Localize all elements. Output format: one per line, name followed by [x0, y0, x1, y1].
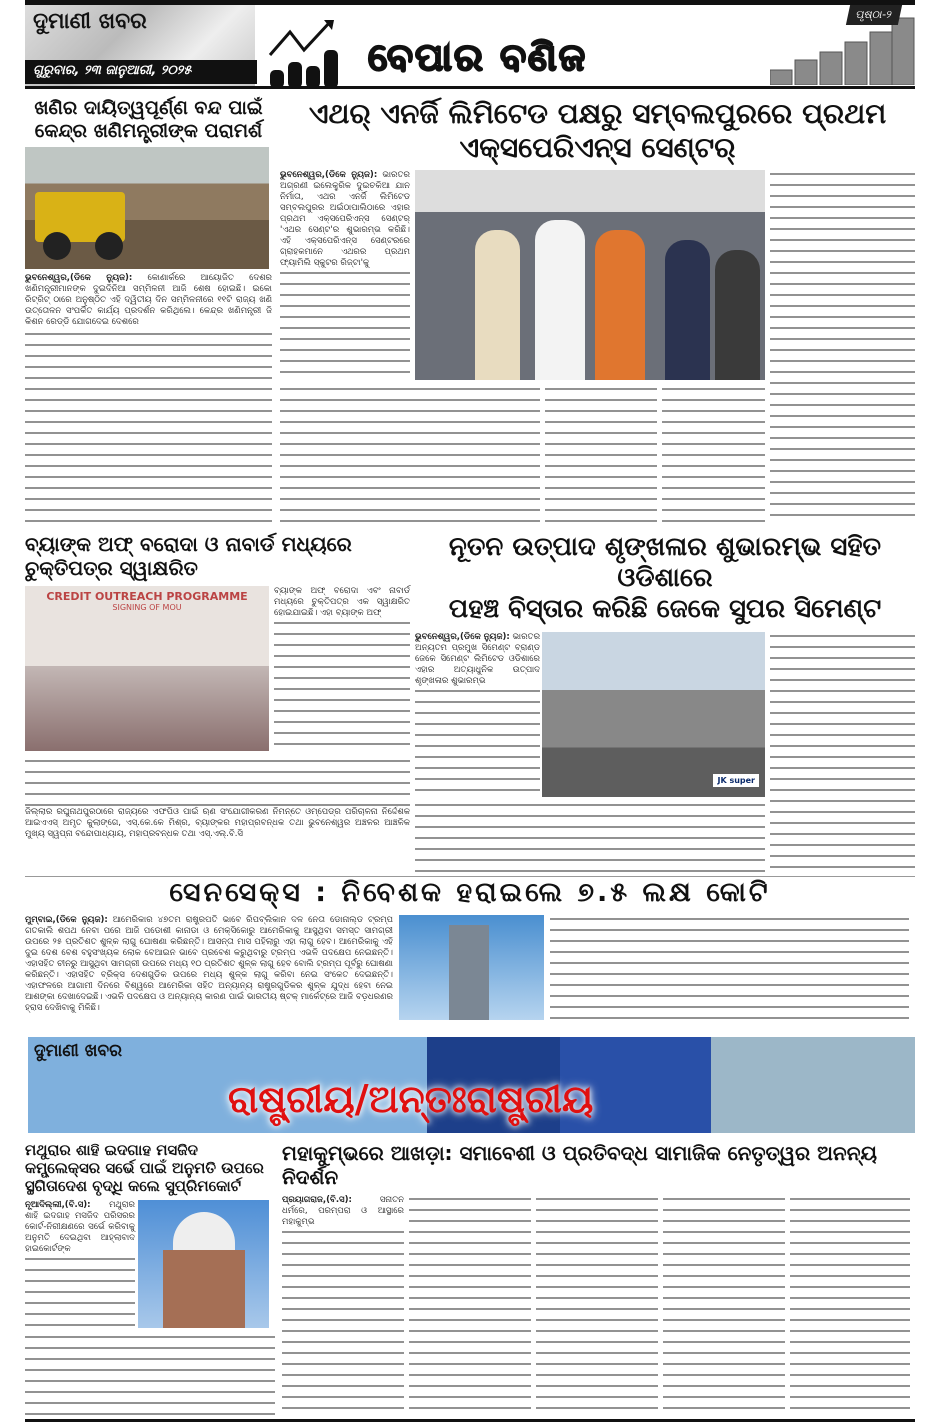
row-second-stories [25, 522, 915, 872]
kumbh-columns [282, 1195, 915, 1415]
mining-article [25, 97, 272, 522]
article-text: କୋଣାର୍କରେ ଆୟୋଜିତ ଦେଶର ଖଣିମନ୍ତ୍ରୀମାନଙ୍କ ଦୁଇଦିନିଆ ସମ୍ମିଳନୀ ଆଜି ଶେଷ ହୋଇଛି। ଇକୋ ରିଟ୍ରିଟ୍ ଠାରେ ଅନୁଷ୍ଠିତ ଏହି ଦ୍ୱିତୀୟ ଦିନ ସମ୍ମିଳନୀରେ ୧୧ଟି ରାଜ୍ୟ ଖଣି ଉତ୍ତୋଳନ ସଂପର୍କିତ କାର୍ଯ୍ୟ ପ୍ରଦର୍ଶନ କରିଥିଲେ। କେନ୍ଦ୍ର ଖଣିମନ୍ତ୍ରୀ ଜି କିଶନ ରେଡ୍ଡି ଯୋଗଦେଇ ଦେଶରେ [25, 272, 272, 327]
dateline: ନୂଆଦିଲ୍ଲୀ,(ବି.ସ): [25, 1200, 91, 1210]
kumbh-headline: ମହାକୁମ୍ଭରେ ଆଖଡ଼ା: ସମାବେଶୀ ଓ ପ୍ରତିବଦ୍ଧ ସାମାଜିକ ନେତୃତ୍ୱର ଅନନ୍ୟ ନିଦର୍ଶନ [282, 1141, 877, 1189]
text-continuation [274, 619, 410, 751]
jk-columns [415, 632, 915, 872]
kumbh-text-col [409, 1195, 531, 1415]
row-top-stories [25, 89, 915, 522]
kumbh-article [282, 1141, 915, 1415]
bob-article-body-2 [25, 757, 410, 872]
jk-main-columns [415, 632, 765, 872]
article-text: ଜିଲ୍ଲାର ରଘୁନାଥପୁରଠାରେ ରାଜ୍ୟରେ ଏଫପିଓ ପାଇଁ ଋଣ ସଂଯୋଗୀକରଣ ନିମନ୍ତେ ଓମ୍ପେଡ୍‌ର ପରିଚାଳନା ନିର୍ଦ୍ଦେଶକ ଆଇଏଏସ୍ ଅମୃତ କୁଲାଙ୍ଗେ, ଏସ୍.କେ.କେ ମିଶ୍ର, ବ୍ୟାଙ୍କର ମହାପ୍ରବନ୍ଧକ ତଥା ଭୁବନେଶ୍ୱର ଅଞ୍ଚଳର ଆଞ୍ଚଳିକ ମୁଖ୍ୟ ସ୍ୱପ୍ନା ବନ୍ଦୋପାଧ୍ୟାୟ, ମହାପ୍ରବନ୍ଧକ ତଥା ଏସ୍.ଏଲ୍.ବି.ସି [25, 807, 410, 839]
banner-title: ରାଷ୍ଟ୍ରୀୟ/ଅନ୍ତଃରାଷ୍ଟ୍ରୀୟ [228, 1077, 594, 1121]
ather-text-col [662, 385, 765, 522]
text-continuation [415, 687, 540, 797]
dateline: ଭୁବନେଶ୍ୱର,(ଡିକେ ନ୍ୟୁଜ): [25, 272, 133, 283]
mathura-headline: ମଥୁରାର ଶାହି ଇଦଗାହ ମସଜିଦ କମ୍ପ୍ଲେକ୍ସର ସର୍ଭେ ପାଇଁ ଅନୁମତି ଉପରେ ସ୍ଥଗିତାଦେଶ ବୃଦ୍ଧି କଲେ ସୁପ୍ରିମକୋର୍ଟ [25, 1141, 264, 1195]
bse-building-photo [399, 915, 544, 1020]
ather-text-col [770, 170, 915, 522]
ather-columns [280, 170, 915, 522]
ather-launch-photo [415, 170, 765, 380]
text-continuation [282, 1228, 404, 1415]
mathura-text-col [25, 1333, 275, 1415]
article-text: ବ୍ୟାଙ୍କ ଅଫ୍ ବରୋଦା ଏବଂ ନାବାର୍ଡ ମଧ୍ୟରେ ଚୁକ୍ତିପତ୍ର ଏକ ସ୍ୱାକ୍ଷରିତ ହୋଇଯାଇଛି। ଏହା ବ୍ୟାଙ୍କ ଅଫ୍ [274, 586, 410, 618]
page-header [25, 0, 915, 89]
mining-headline: ଖଣିର ଦାୟିତ୍ୱପୂର୍ଣ୍ଣ ବନ୍ଦ ପାଇଁ କେନ୍ଦ୍ର ଖଣିମନ୍ତ୍ରୀଙ୍କ ପରାମର୍ଶ [34, 97, 263, 142]
mathura-article-body [25, 1200, 135, 1328]
newspaper-page [25, 0, 915, 1422]
issue-date: ଗୁରୁବାର, ୨୩ ଜାନୁଆରୀ, ୨୦୨୫ [25, 60, 257, 84]
article-text: ସନାତନ ଧର୍ମରେ, ପରମ୍ପରା ଓ ଆସ୍ଥାରେ ମହାକୁମ୍ଭ [282, 1195, 404, 1227]
ather-text-col [545, 385, 657, 522]
ather-text-col [280, 385, 540, 522]
jk-headline-line1: ନୂତନ ଉତ୍ପାଦ ଶୃଙ୍ଖଳାର ଶୁଭାରମ୍ଭ ସହିତ ଓଡିଶାରେ [448, 532, 882, 594]
row-national-stories [25, 1133, 915, 1415]
mathura-article [25, 1141, 275, 1415]
masthead [25, 5, 255, 86]
article-text: ଭାରତର ଅନ୍ୟତମ ପ୍ରମୁଖ ସିମେଣ୍ଟ ବ୍ରାଣ୍ଡ ଜେକେ ସିମେଣ୍ଟ ଲିମିଟେଡ ଓଡିଶାରେ ଏହାର ଅତ୍ୟାଧୁନିକ ଉତ୍ପାଦ ଶୃଙ୍ଖଳାର ଶୁଭାରମ୍ଭ [415, 631, 541, 686]
photo-banner-sub: SIGNING OF MOU [112, 603, 182, 612]
sensex-headline: ସେନସେକ୍ସ : ନିବେଶକ ହରାଇଲେ ୭.୫ ଲକ୍ଷ କୋଟି [169, 877, 771, 908]
section-title: ବେପାର ବଣିଜ [368, 35, 587, 79]
ather-article-body [280, 170, 410, 380]
dateline: ଭୁବନେଶ୍ୱର,(ଡିକେ ନ୍ୟୁଜ): [415, 631, 510, 642]
bob-article-body [274, 586, 410, 751]
jk-text-col [770, 632, 915, 872]
kumbh-text-col [663, 1195, 785, 1415]
jk-launch-photo [542, 632, 765, 797]
sensex-article [25, 877, 915, 1031]
article-text: ମଥୁରାର ଶାହି ଇଦଗାହ ମସଜିଦ ପରିସରର କୋର୍ଟ-ନିରୀକ୍ଷଣରେ ସର୍ଭେ କରିବାକୁ ଅନୁମତି ଦେଇଥିବା ଆହ୍ଲାବାଦ ହାଇକୋର୍ଟଙ୍କ [25, 1200, 135, 1254]
mining-article-body [25, 273, 272, 522]
ather-article [280, 97, 915, 522]
article-text: ଆମେରିକାର ୪୭ତମ ରାଷ୍ଟ୍ରପତି ଭାବେ ରିପବ୍ଲିକାନ ଦଳ ନେତା ଡୋନାଲ୍ଡ ଟ୍ରମ୍ପ ଗତକାଲି ଶପଥ ନେବା ପରେ ଆଜି ପଡୋଶୀ କାନାଡା ଓ ମେକ୍ସିକୋରୁ ଆମେରିକାକୁ ଆସୁଥିବା ସମସ୍ତ ସାମଗ୍ରୀ ଉପରେ ୨୫ ପ୍ରତିଶତ ଶୁଳ୍କ ଲାଗୁ ଘୋଷଣା କରିଛନ୍ତି। ଆସନ୍ତା ମାସ ପହିଲାରୁ ଏହା ଲାଗୁ ହେବ। ଆମେରିକାକୁ ଏହି ଦୁଇ ଦେଶ ବେଶ ବହୁସଂଖ୍ୟକ ଲୋକ ବେଆଇନ ଭାବେ ପ୍ରବେଶ କରୁଥିବାରୁ ଟ୍ରମ୍ପ ଏଭଳି ପଦକ୍ଷେପ ନେଇଛନ୍ତି। ଏହାସହିତ ଚୀନରୁ ଆସୁଥିବା ସାମଗ୍ରୀ ଉପରେ ମଧ୍ୟ ୧୦ ପ୍ରତିଶତ ଶୁଳ୍କ ଲାଗୁ ହେବ ବୋଲି ଟ୍ରମ୍ପ ପୂର୍ବରୁ ଘୋଷଣା କରିଛନ୍ତି। ଏହାସହିତ ବ୍ରିକ୍ସ ଦେଶଗୁଡିକ ଉପରେ ମଧ୍ୟ ଶୁଳ୍କ ଲାଗୁ କରିବା ନେଇ ସଂକେତ ଦେଇଛନ୍ତି। ଏହାଫଳରେ ଆଗାମୀ ଦିନରେ ବିଶ୍ୱରେ ଆମେରିକା ସହିତ ଅନ୍ୟାନ୍ୟ ରାଷ୍ଟ୍ରଗୁଡିକର ଶୁଳ୍କ ଯୁଦ୍ଧ ହେବା ନେଇ ଆଶଙ୍କା ଦେଖାଦେଇଛି। ଏଭଳି ପଦକ୍ଷେପ ଓ ଅନ୍ୟାନ୍ୟ କାରଣ ପାଇଁ ଭାରତୀୟ ଷ୍ଟକ୍ ମାର୍କେଟ୍‌ରେ ଆଜି ବଡ଼ଧରଣର ହ୍ରାସ ଦେଖିବାକୁ ମିଳିଛି। [25, 915, 394, 1014]
kumbh-text-col [536, 1195, 658, 1415]
jk-text-col [415, 801, 765, 872]
mathura-top-part [25, 1200, 275, 1328]
jk-logo: JK super [713, 774, 759, 787]
ather-top-part [280, 170, 765, 380]
ather-bottom-part [280, 385, 765, 522]
paper-name: ଦୁମାଣୀ ଖବର [33, 9, 147, 34]
jk-headline-line2: ପହଞ୍ଚ ବିସ୍ତାର କରିଛି ଜେକେ ସୁପର ସିମେଣ୍ଟ [448, 594, 882, 625]
bob-top-part [25, 586, 410, 751]
photo-banner-text: CREDIT OUTREACH PROGRAMME [46, 590, 248, 603]
ather-main-columns [280, 170, 765, 522]
article-text: ଭାରତର ଅଗ୍ରଣୀ ଇଲେକ୍ଟ୍ରିକ ଦୁଇଚକିଆ ଯାନ ନିର୍ମାତା, ଏଥର ଏନର୍ଜି ଲିମିଟେଡ ସମ୍ବଲପୁରର ଅଇଁଠାପାଲିଠାରେ ଏହାର ପ୍ରଥମ ଏକ୍ସପେରିଏନ୍ସ ସେଣ୍ଟର୍ 'ଏଥର ସେଣ୍ଟ'ର ଶୁଭାରମ୍ଭ କରିଛି। ଏହି ଏକ୍ସପେରିଏନ୍ସ ସେଣ୍ଟରରେ ଗ୍ରାହକମାନେ ଏଥରର ପ୍ରଥମ ଫ୍ୟାମିଲି ସ୍କୁଟର ରିଜ୍ଟା'କୁ [280, 170, 410, 269]
page-number: ପୃଷ୍ଠା-୨ [846, 5, 902, 25]
sensex-columns [25, 915, 915, 1020]
text-continuation [25, 1255, 135, 1328]
ather-headline: ଏଥର୍ ଏନର୍ଜି ଲିମିଟେଡ ପକ୍ଷରୁ ସମ୍ବଲପୁରରେ ପ୍ରଥମ ଏକ୍ସପେରିଏନ୍ସ ସେଣ୍ଟର୍ [308, 97, 887, 164]
text-continuation [25, 757, 410, 807]
growth-chart-icon [268, 20, 360, 88]
dateline: ଭୁବନେଶ୍ୱର,(ଡିକେ ନ୍ୟୁଜ): [280, 170, 378, 181]
text-continuation [280, 269, 410, 380]
jk-article [415, 532, 915, 872]
bob-article [25, 532, 410, 872]
sensex-article-body [25, 915, 393, 1020]
mining-truck-photo [25, 147, 269, 269]
jk-headline [415, 532, 915, 626]
sensex-text-col [550, 915, 909, 1020]
bob-mou-photo [25, 586, 269, 751]
dateline: ପ୍ରୟାଗରାଜ,(ବି.ସ): [282, 1195, 352, 1205]
supreme-court-photo [138, 1200, 269, 1328]
bob-headline: ବ୍ୟାଙ୍କ ଅଫ୍ ବରୋଦା ଓ ନାବାର୍ଡ ମଧ୍ୟରେ ଚୁକ୍ତିପତ୍ର ସ୍ୱାକ୍ଷରିତ [25, 532, 352, 580]
jk-top-part [415, 632, 765, 797]
kumbh-article-body [282, 1195, 404, 1415]
jk-article-body [415, 632, 540, 797]
kumbh-text-col [790, 1195, 910, 1415]
dateline: ମୁମ୍ବାଇ,(ଡିକେ ନ୍ୟୁଜ): [25, 915, 108, 926]
national-international-banner [28, 1037, 915, 1133]
text-continuation [25, 330, 272, 522]
banner-paper-name: ଦୁମାଣୀ ଖବର [34, 1041, 122, 1061]
